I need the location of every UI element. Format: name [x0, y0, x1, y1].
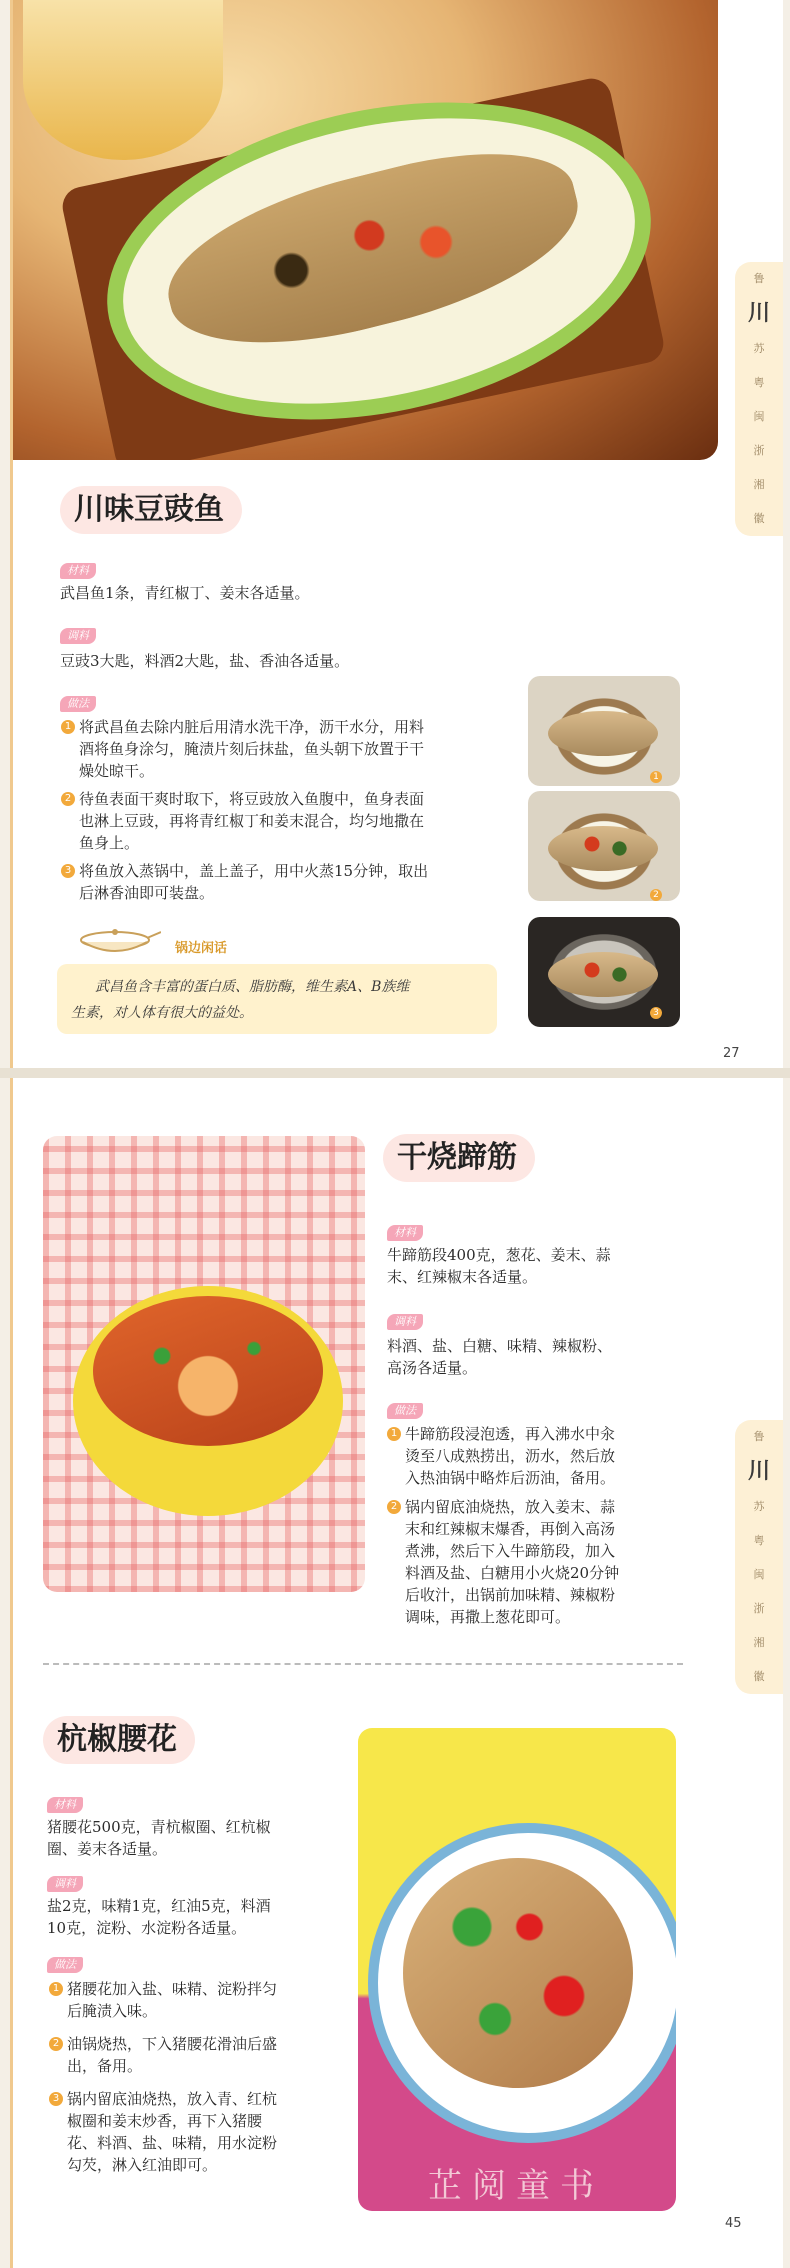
dish-title: 川味豆豉鱼 — [60, 486, 242, 534]
step-line: 出，备用。 — [67, 2057, 143, 2075]
step-photo-number: 3 — [650, 1007, 662, 1019]
watermark: 芷阅童书 — [428, 2166, 604, 2206]
ingredients-tag: 材料 — [47, 1797, 83, 1813]
step-line: 后淋香油即可装盘。 — [79, 884, 215, 902]
step-number: 1 — [61, 720, 75, 734]
tab-zhe[interactable]: 浙 — [753, 1602, 765, 1615]
tab-su[interactable]: 苏 — [753, 342, 765, 355]
step-line: 锅内留底油烧热，放入青、红杭 — [67, 2090, 278, 2108]
cooking-pot-icon — [77, 926, 161, 958]
step-line: 油锅烧热，下入猪腰花滑油后盛 — [67, 2035, 278, 2053]
step-line: 也淋上豆豉，再将青红椒丁和姜末混合，均匀地撒在 — [79, 812, 425, 830]
tab-hui[interactable]: 徽 — [753, 512, 765, 525]
text-line: 10克，淀粉、水淀粉各适量。 — [47, 1919, 247, 1937]
method-tag: 做法 — [387, 1403, 423, 1419]
tab-zhe[interactable]: 浙 — [753, 444, 765, 457]
text-line: 猪腰花500克，青杭椒圈、红杭椒 — [47, 1818, 271, 1836]
ingredients-text — [387, 1244, 611, 1288]
step-photo — [528, 791, 680, 901]
text-line: 高汤各适量。 — [387, 1359, 478, 1377]
step-number: 3 — [61, 864, 75, 878]
step-line: 燥处晾干。 — [79, 762, 155, 780]
step-line: 勾芡，淋入红油即可。 — [67, 2156, 218, 2174]
step-photo-number: 1 — [650, 771, 662, 783]
step-line: 料酒及盐、白糖用小火烧20分钟 — [405, 1564, 620, 1582]
page-number: 45 — [725, 2216, 742, 2231]
seasoning-tag: 调料 — [387, 1314, 423, 1330]
dish-photo-tendon — [43, 1136, 365, 1592]
text-line: 牛蹄筋段400克，葱花、姜末、蒜 — [387, 1246, 611, 1264]
page-divider — [0, 1068, 790, 1078]
step-line: 锅内留底油烧热，放入姜末、蒜 — [405, 1498, 616, 1516]
bowl-illustration — [23, 0, 223, 160]
step-line: 待鱼表面干爽时取下，将豆豉放入鱼腹中，鱼身表面 — [79, 790, 425, 808]
recipe-page-27 — [10, 0, 783, 1068]
dish-photo-kidney — [358, 1728, 676, 2211]
method-tag: 做法 — [47, 1957, 83, 1973]
method-step — [64, 788, 425, 854]
tab-min[interactable]: 闽 — [753, 410, 765, 423]
section-divider — [43, 1663, 683, 1665]
dish-title: 杭椒腰花 — [43, 1716, 195, 1764]
tab-lu[interactable]: 鲁 — [753, 1430, 765, 1443]
method-step — [52, 2088, 278, 2176]
text-line: 圈、姜末各适量。 — [47, 1840, 168, 1858]
step-number: 3 — [49, 2092, 63, 2106]
method-step — [64, 716, 425, 782]
method-step — [390, 1423, 616, 1489]
step-photo — [528, 676, 680, 786]
dish-title: 干烧蹄筋 — [383, 1134, 535, 1182]
tip-line: 武昌鱼含丰富的蛋白质、脂肪酶，维生素A、B族维 — [95, 979, 410, 995]
step-line: 猪腰花加入盐、味精、淀粉拌匀 — [67, 1980, 278, 1998]
ingredients-text — [47, 1816, 271, 1860]
step-number: 1 — [387, 1427, 401, 1441]
method-step — [390, 1496, 620, 1628]
step-line: 后腌渍入味。 — [67, 2002, 158, 2020]
step-line: 酒将鱼身涂匀，腌渍片刻后抹盐，鱼头朝下放置于干 — [79, 740, 425, 758]
method-step — [52, 1978, 278, 2022]
seasoning-tag: 调料 — [47, 1876, 83, 1892]
cuisine-side-tabs — [735, 1420, 783, 1694]
method-tag: 做法 — [60, 696, 96, 712]
tip-title: 锅边闲话 — [175, 941, 228, 956]
text-line: 盐2克，味精1克，红油5克，料酒 — [47, 1897, 271, 1915]
tab-yue[interactable]: 粤 — [753, 1534, 765, 1547]
tab-su[interactable]: 苏 — [753, 1500, 765, 1513]
tab-hui[interactable]: 徽 — [753, 1670, 765, 1683]
step-number: 2 — [387, 1500, 401, 1514]
text-line: 料酒、盐、白糖、味精、辣椒粉、 — [387, 1337, 613, 1355]
step-line: 将武昌鱼去除内脏后用清水洗干净，沥干水分，用料 — [79, 718, 425, 736]
seasoning-tag: 调料 — [60, 628, 96, 644]
tab-xiang[interactable]: 湘 — [753, 478, 765, 491]
tab-chuan[interactable]: 川 — [747, 301, 770, 326]
tip-box — [57, 964, 497, 1034]
tip-line: 生素，对人体有很大的益处。 — [71, 1005, 253, 1021]
step-line: 后收汁，出锅前加味精、辣椒粉 — [405, 1586, 616, 1604]
ingredients-tag: 材料 — [60, 563, 96, 579]
step-line: 末和红辣椒末爆香，再倒入高汤 — [405, 1520, 616, 1538]
tab-xiang[interactable]: 湘 — [753, 1636, 765, 1649]
method-step — [64, 860, 429, 904]
page-number: 27 — [723, 1046, 740, 1061]
ingredients-tag: 材料 — [387, 1225, 423, 1241]
step-line: 煮沸，然后下入牛蹄筋段，加入 — [405, 1542, 616, 1560]
tab-min[interactable]: 闽 — [753, 1568, 765, 1581]
seasoning-text — [387, 1335, 612, 1379]
step-line: 花、料酒、盐、味精，用水淀粉 — [67, 2134, 278, 2152]
step-number: 1 — [49, 1982, 63, 1996]
step-line: 调味，再撒上葱花即可。 — [405, 1608, 571, 1626]
step-line: 椒圈和姜末炒香，再下入猪腰 — [67, 2112, 263, 2130]
step-photo-number: 2 — [650, 889, 662, 901]
step-line: 鱼身上。 — [79, 834, 140, 852]
hero-dish-photo — [13, 0, 718, 460]
method-step — [52, 2033, 278, 2077]
ingredients-text: 武昌鱼1条，青红椒丁、姜末各适量。 — [60, 584, 310, 602]
step-line: 烫至八成熟捞出，沥水，然后放 — [405, 1447, 616, 1465]
tab-yue[interactable]: 粤 — [753, 376, 765, 389]
step-line: 入热油锅中略炸后沥油，备用。 — [405, 1469, 616, 1487]
seasoning-text: 豆豉3大匙，料酒2大匙，盐、香油各适量。 — [60, 652, 350, 670]
cuisine-side-tabs — [735, 262, 783, 536]
step-line: 牛蹄筋段浸泡透，再入沸水中汆 — [405, 1425, 616, 1443]
tab-lu[interactable]: 鲁 — [753, 272, 765, 285]
recipe-page-45 — [10, 1078, 783, 2268]
step-number: 2 — [49, 2037, 63, 2051]
step-line: 将鱼放入蒸锅中，盖上盖子，用中火蒸15分钟，取出 — [79, 862, 429, 880]
step-number: 2 — [61, 792, 75, 806]
text-line: 末、红辣椒末各适量。 — [387, 1268, 538, 1286]
seasoning-text — [47, 1895, 271, 1939]
tab-chuan[interactable]: 川 — [747, 1459, 770, 1484]
